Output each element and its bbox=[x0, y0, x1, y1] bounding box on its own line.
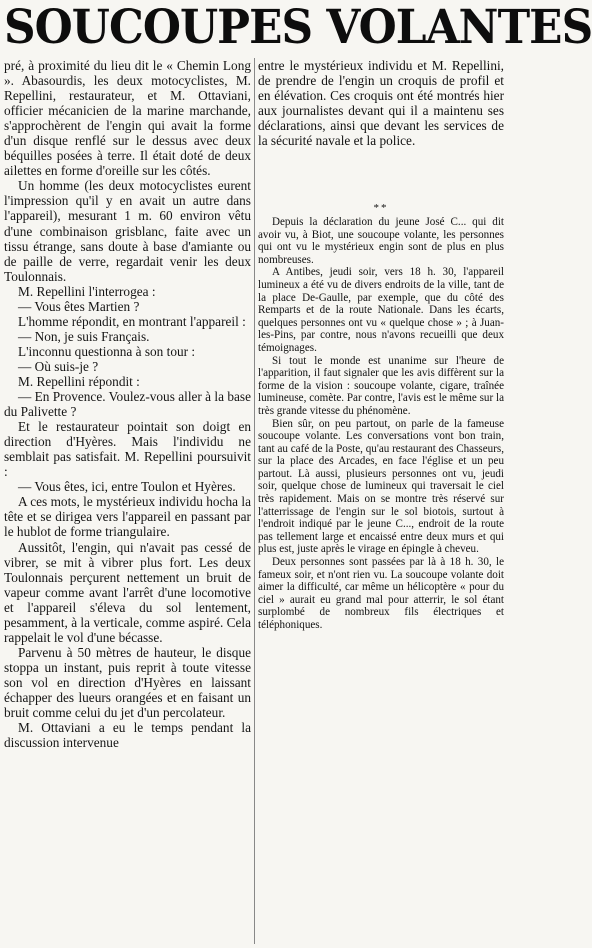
right-column-top bbox=[258, 58, 504, 190]
paragraph: Bien sûr, on peu partout, on parle de la fameuse soucoupe volante. Les conversations vont bon train, tant au café de la Poste, qu'au restaurant des Chasseurs, sur la place des Arcades, en face l'église et un peu partout. Là aussi, plusieurs personnes ont vu, jeudi soir, quelque chose de lumineux qui traversait le ciel très rapidement. Mais on se montre très réservé sur l'atterrissage de l'engin sur le sol biotois, surtout à l'endroit indiqué par le jeune C..., endroit de la route pas tellement large et encaissé entre deux murs et qui plus est, juste après le virage en épingle à cheveu. bbox=[258, 417, 504, 556]
paragraph: pré, à proximité du lieu dit le « Chemin Long ». Abasourdis, les deux motocyclistes, M. Repellini, restaurateur, et M. Ottaviani, officier mécanicien de la marine marchande, s'approchèrent de l'engin qui avait la forme d'un disque renflé sur le dessus avec deux béquilles posées à terre. Il était doté de deux ailettes en forme d'oreille sur les côtés. bbox=[4, 58, 251, 179]
paragraph: — Où suis-je ? bbox=[18, 358, 99, 374]
paragraph: M. Repellini l'interrogea : bbox=[18, 283, 156, 299]
paragraph: A ces mots, le mystérieux individu hocha la tête et se dirigea vers l'appareil en passant par le hublot de forme triangulaire. bbox=[4, 494, 251, 540]
paragraph: A Antibes, jeudi soir, vers 18 h. 30, l'appareil lumineux a été vu de divers endroits de la ville, tant de la place De-Gaulle, par exemple, que du côté des Remparts et de la route Nationale. Dans les écarts, quelques personnes ont vu « quelque chose » ; à Juan-les-Pins, par contre, nous n'avons recueilli que deux témoignages. bbox=[258, 266, 504, 354]
paragraph: Et le restaurateur pointait son doigt en direction d'Hyères. Mais l'individu ne semblait pas satisfait. M. Repellini poursuivit : bbox=[4, 419, 251, 480]
paragraph: Si tout le monde est unanime sur l'heure de l'apparition, il faut signaler que les avis diffèrent sur la forme de la vision : soucoupe volante, cigare, traînée lumineuse, comète. Par contre, l'avis est le même sur la très grande vitesse du phénomène. bbox=[258, 354, 504, 417]
paragraph: — En Provence. Voulez-vous aller à la base du Palivette ? bbox=[4, 389, 251, 420]
paragraph: M. Ottaviani a eu le temps pendant la discussion intervenue bbox=[4, 720, 251, 751]
paragraph: L'homme répondit, en montrant l'appareil : bbox=[18, 313, 246, 329]
headline: SOUCOUPES VOLANTES bbox=[4, 0, 592, 55]
paragraph: Un homme (les deux motocyclistes eurent l'impression qu'il y en avait un autre dans l'appareil), mesurant 1 m. 60 environ vêtu d'une combinaison grisblanc, faite avec un tissu étrange, sans doute à base d'amiante ou de paille de verre, regardait venir les deux Toulonnais. bbox=[4, 178, 251, 284]
paragraph: Deux personnes sont passées par là à 18 h. 30, le fameux soir, et n'ont rien vu. La soucoupe volante doit aimer la difficulté, car même un hélicoptère « pour du ciel » aurait eu grand mal pour atterrir, le sol étant surplombé de nombreux fils électriques et téléphoniques. bbox=[258, 556, 504, 631]
paragraph: — Vous êtes Martien ? bbox=[18, 298, 140, 314]
section-separator: ** bbox=[373, 202, 389, 214]
paragraph: Parvenu à 50 mètres de hauteur, le disque stoppa un instant, puis reprit à toute vitesse son vol en direction d'Hyères en laissant échapper des lueurs orangées et en faisant un bruit comme celui du jet d'un percolateur. bbox=[4, 644, 251, 721]
left-column bbox=[4, 58, 251, 946]
paragraph: Depuis la déclaration du jeune José C... qui dit avoir vu, à Biot, une soucoupe volante, les personnes qui ont vu le mystérieux engin sont de plus en plus nombreuses. bbox=[258, 216, 504, 266]
right-column-bottom bbox=[258, 200, 504, 700]
paragraph: L'inconnu questionna à son tour : bbox=[18, 343, 196, 359]
column-divider bbox=[254, 58, 255, 944]
paragraph: — Vous êtes, ici, entre Toulon et Hyères. bbox=[18, 479, 236, 495]
paragraph: entre le mystérieux individu et M. Repellini, de prendre de l'engin un croquis de profil et en élévation. Ces croquis ont été montrés hier aux journalistes devant qui il a maintenu ses déclarations, ainsi que devant les services de la sécurité navale et la police. bbox=[258, 58, 504, 149]
paragraph: — Non, je suis Français. bbox=[18, 328, 150, 344]
paragraph: M. Repellini répondit : bbox=[18, 373, 140, 389]
paragraph: Aussitôt, l'engin, qui n'avait pas cessé de vibrer, se mit à vibrer plus fort. Les deux Toulonnais perçurent nettement un bruit de vapeur comme avant l'arrêt d'une locomotive et l'appareil s'éleva du sol lentement, pesamment, à la verticale, comme aspiré. Cela rappelait le vol d'une bécasse. bbox=[4, 539, 251, 645]
